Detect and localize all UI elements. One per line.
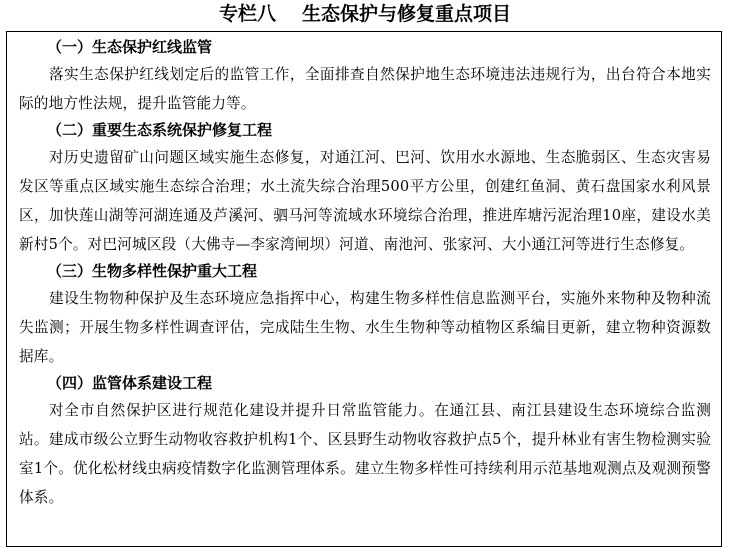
section-body-4: 对全市自然保护区进行规范化建设并提升日常监管能力。在通江县、南江县建设生态环境综合监测站。建成市级公立野生动物收容救护机构1个、区县野生动物收容救护点5个，提升林业有害生物检测实验室1个。优化松材线虫病疫情数字化监测管理体系。建立生物多样性可持续利用示范基地观测点及观测预警体系。: [19, 402, 711, 506]
column-title-text: 生态保护与修复重点项目: [302, 3, 512, 25]
section-body-2: 对历史遗留矿山问题区域实施生态修复，对通江河、巴河、饮用水水源地、生态脆弱区、生态灾害易发区等重点区域实施生态综合治理；水土流失综合治理500平方公里，创建红鱼洞、黄石盘国家水利风景区，加快莲山湖等河湖连通及芦溪河、驷马河等流域水环境综合治理，推进库塘污泥治理10座，建设水美新村5个。对巴河城区段（大佛寺—李家湾闸坝）河道、南池河、张家河、大小通江河等进行生态修复。: [19, 149, 711, 253]
section-heading-4: （四）监管体系建设工程: [47, 374, 213, 392]
column-title: [0, 0, 730, 28]
content-box: [6, 31, 722, 547]
section-body-3: 建设生物物种保护及生态环境应急指挥中心，构建生物多样性信息监测平台，实施外来物种及物种流失监测；开展生物多样性调查评估，完成陆生生物、水生生物种等动植物区系编目更新，建立物种资源数据库。: [19, 290, 711, 365]
section-heading-1: （一）生态保护红线监管: [47, 38, 213, 56]
section-heading-2: （二）重要生态系统保护修复工程: [47, 121, 273, 139]
section-heading-3: （三）生物多样性保护重大工程: [47, 262, 258, 280]
section-body-1: 落实生态保护红线划定后的监管工作，全面排查自然保护地生态环境违法违规行为，出台符合本地实际的地方性法规，提升监管能力等。: [19, 66, 711, 112]
column-number: 专栏八: [218, 3, 276, 25]
